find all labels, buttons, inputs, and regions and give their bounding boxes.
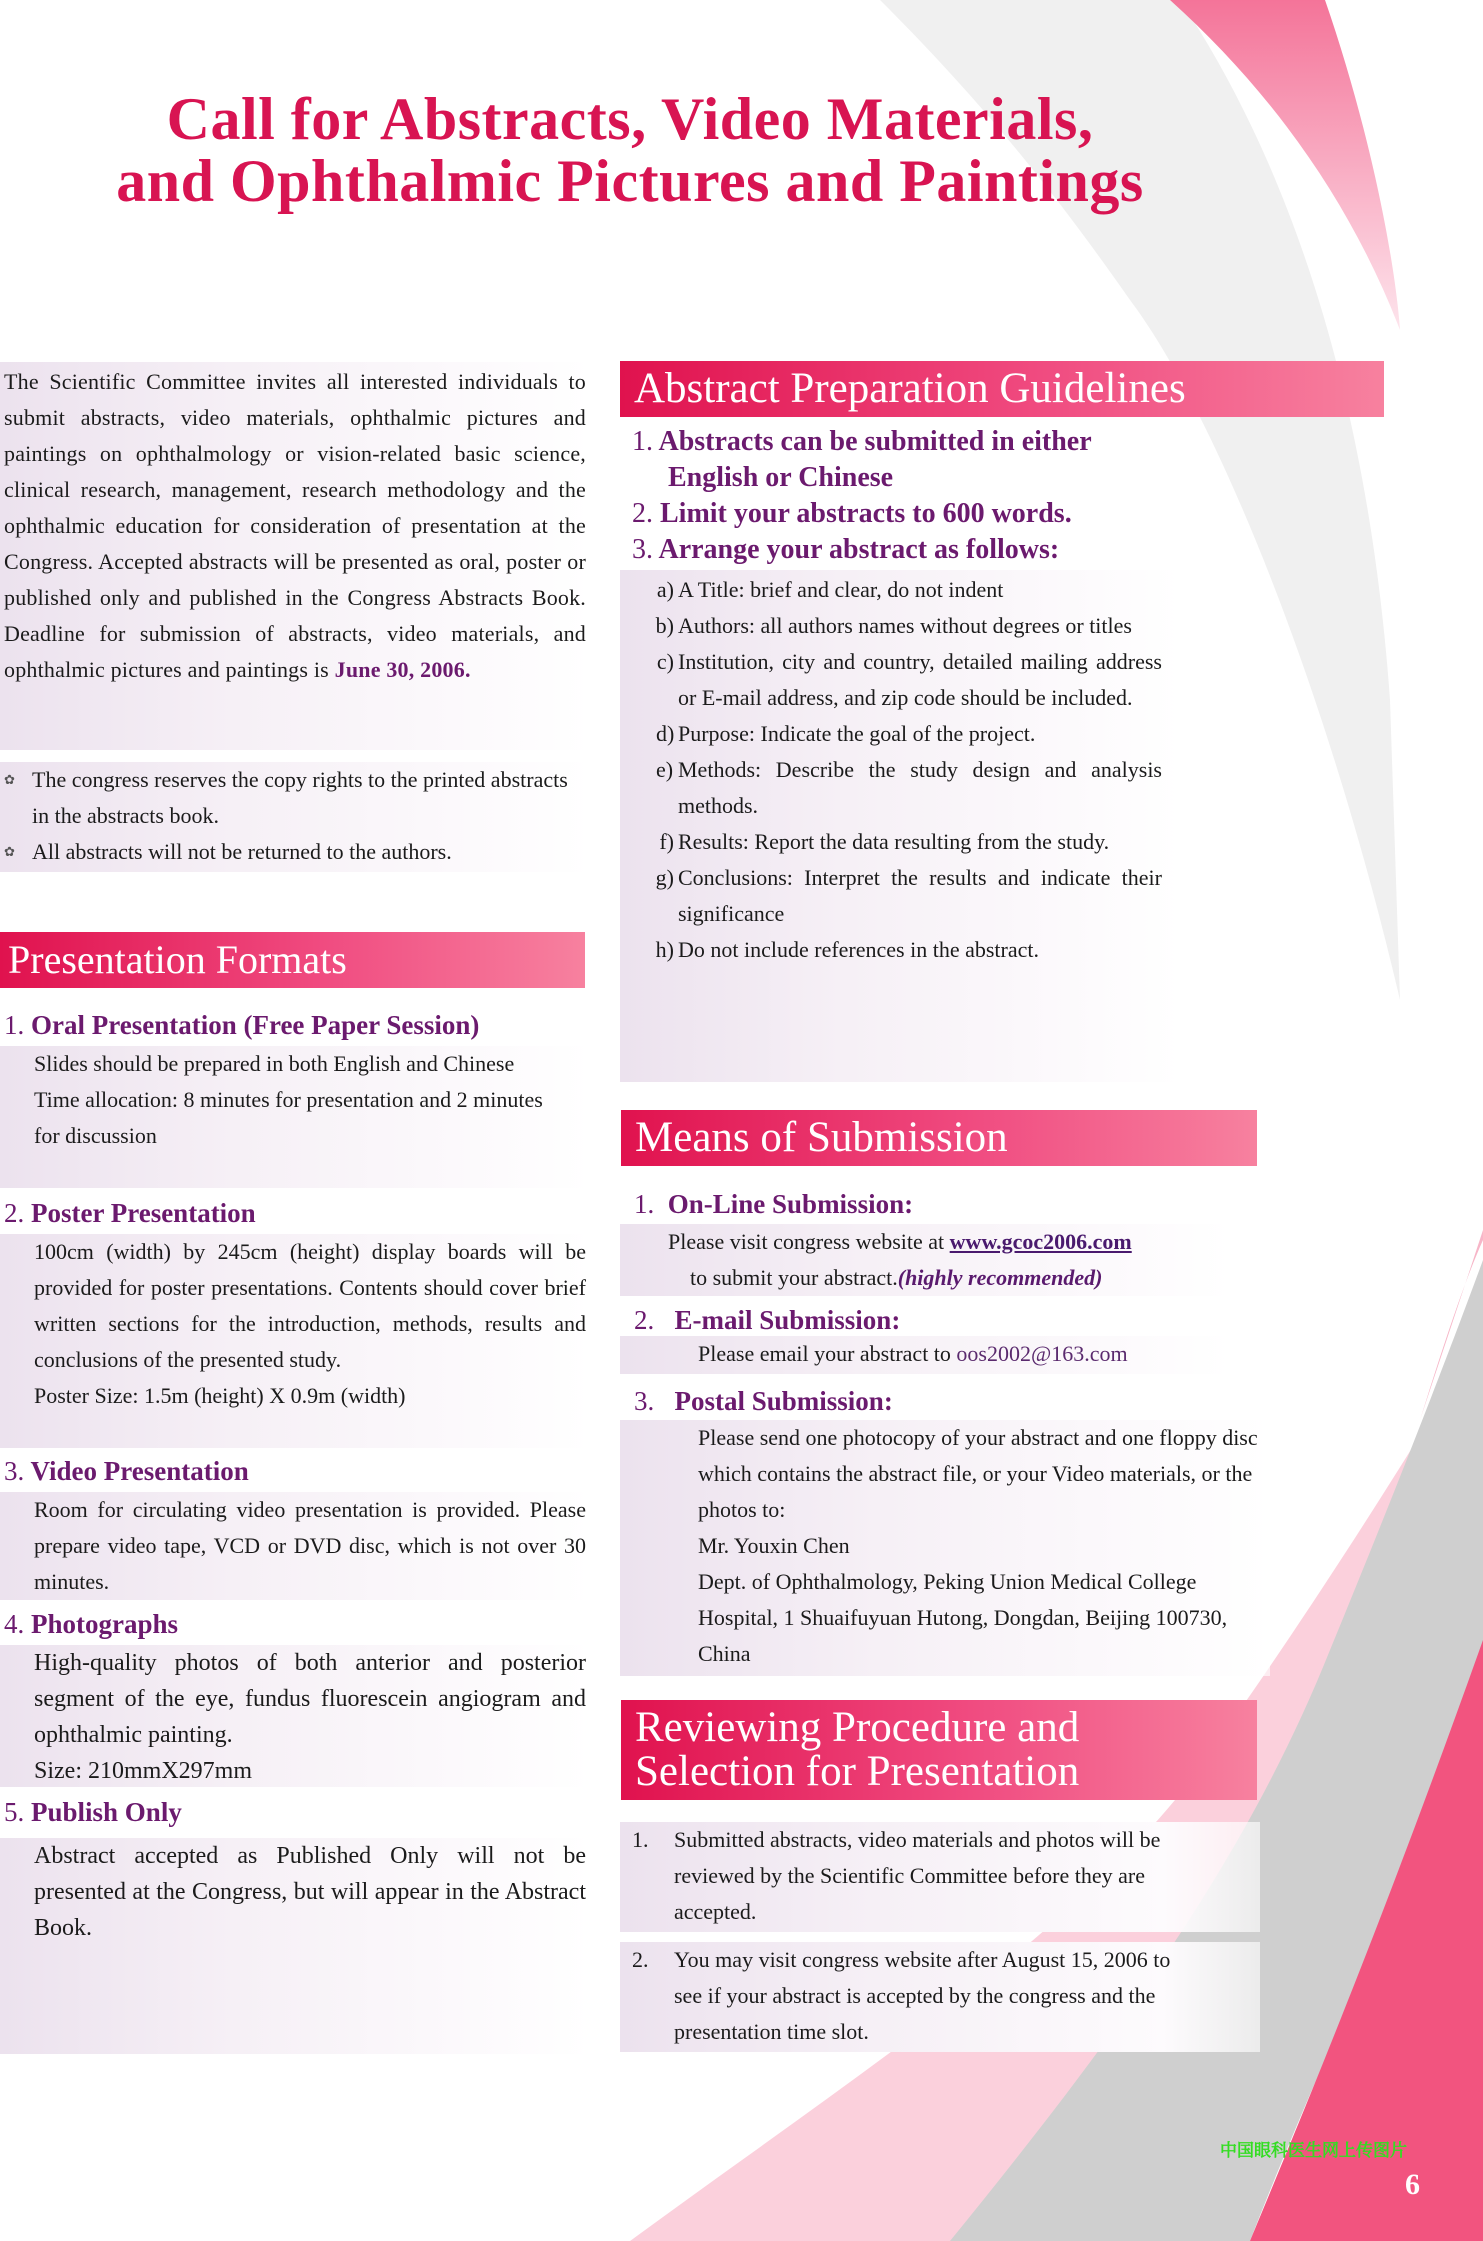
page-number: 6 xyxy=(1405,2168,1420,2201)
guideline-subitems-panel xyxy=(620,570,1180,1082)
guideline-point-2 xyxy=(632,496,1072,532)
review-text: Submitted abstracts, video materials and photos will be reviewed by the Scientific Committee before they are accepted. xyxy=(674,1827,1161,1924)
presentation-formats-heading xyxy=(0,932,585,988)
note-text: The congress reserves the copy rights to the printed abstracts in the abstracts book. xyxy=(32,767,568,828)
item-line: High-quality photos of both anterior and posterior segment of the eye, fundus fluorescein angiogram and ophthalmic painting. xyxy=(34,1650,586,1748)
item-title: E-mail Submission: xyxy=(674,1305,901,1335)
reviewing-heading xyxy=(621,1700,1257,1800)
point-number: 3. xyxy=(632,534,653,565)
heading-text: Selection for Presentation xyxy=(635,1748,1080,1795)
format-item-photographs-body xyxy=(0,1645,590,1787)
subitem-label: c) xyxy=(656,649,674,674)
point-number: 1. xyxy=(632,426,653,457)
review-item xyxy=(632,1942,1250,2050)
format-item-video-title xyxy=(4,1453,249,1489)
submission-heading xyxy=(621,1110,1257,1166)
postal-recipient: Mr. Youxin Chen xyxy=(698,1533,850,1558)
note-text: All abstracts will not be returned to the authors. xyxy=(32,839,452,864)
item-title: Postal Submission: xyxy=(674,1386,893,1416)
format-item-video-body xyxy=(0,1492,590,1600)
review-item-2 xyxy=(620,1942,1260,2052)
subitem-text: Conclusions: Interpret the results and indicate their significance xyxy=(678,865,1162,926)
email-submission-title xyxy=(634,1302,900,1338)
subitem-label: e) xyxy=(656,757,674,782)
page-title xyxy=(0,88,1260,212)
review-number: 2. xyxy=(632,1947,649,1972)
heading-text: Reviewing Procedure and xyxy=(635,1704,1080,1751)
title-line-2: and Ophthalmic Pictures and Paintings xyxy=(116,148,1144,214)
item-title: On-Line Submission: xyxy=(667,1189,914,1219)
guideline-subitem xyxy=(632,824,1162,860)
guideline-subitem xyxy=(632,716,1162,752)
subitem-text: A Title: brief and clear, do not indent xyxy=(678,577,1004,602)
flower-bullet-icon: ✿ xyxy=(4,844,15,859)
email-line xyxy=(698,1336,1230,1372)
point-text: Limit your abstracts to 600 words. xyxy=(660,498,1072,529)
online-text: Please visit congress website at xyxy=(668,1229,950,1254)
online-text: to submit your abstract. xyxy=(690,1265,898,1290)
email-submission-body xyxy=(620,1336,1230,1374)
review-text: You may visit congress website after August 15, 2006 to see if your abstract is accepted by the congress and the presentation time slot. xyxy=(674,1947,1171,2044)
guideline-point-3 xyxy=(632,532,1059,568)
item-number: 2. xyxy=(634,1305,655,1335)
postal-submission-body xyxy=(620,1420,1270,1676)
notes-panel xyxy=(0,762,590,872)
flower-bullet-icon: ✿ xyxy=(4,772,15,787)
subitem-text: Methods: Describe the study design and analysis methods. xyxy=(678,757,1162,818)
guideline-subitem xyxy=(632,644,1162,716)
item-number: 3. xyxy=(634,1386,655,1416)
item-title: Video Presentation xyxy=(30,1456,249,1486)
subitem-text: Results: Report the data resulting from the study. xyxy=(678,829,1110,854)
review-item xyxy=(632,1822,1250,1930)
subitem-text: Do not include references in the abstract. xyxy=(678,937,1040,962)
point-text: English or Chinese xyxy=(668,462,894,493)
postal-submission-title xyxy=(634,1383,893,1419)
online-line-1 xyxy=(668,1224,1230,1260)
item-line: 100cm (width) by 245cm (height) display boards will be provided for poster presentations. Contents should cover brief written sections for the introduction, methods, results and conclusions of the presented study. xyxy=(34,1239,586,1372)
item-number: 1. xyxy=(634,1189,655,1219)
note-item xyxy=(4,834,586,870)
item-line: Room for circulating video presentation is provided. Please prepare video tape, VCD or DVD disc, which is not over 30 minutes. xyxy=(34,1497,586,1594)
item-line: Size: 210mmX297mm xyxy=(34,1758,252,1784)
online-submission-body xyxy=(620,1224,1230,1296)
format-item-oral-body xyxy=(0,1046,590,1188)
item-line: Poster Size: 1.5m (height) X 0.9m (width) xyxy=(34,1383,406,1408)
guideline-subitem xyxy=(632,608,1162,644)
postal-address: Dept. of Ophthalmology, Peking Union Medical College Hospital, 1 Shuaifuyuan Hutong, Dongdan, Beijing 100730, China xyxy=(698,1569,1228,1666)
review-number: 1. xyxy=(632,1827,649,1852)
subitem-text: Authors: all authors names without degrees or titles xyxy=(678,613,1132,638)
item-number: 2. xyxy=(4,1198,25,1228)
guidelines-heading xyxy=(620,361,1384,417)
subitem-label: g) xyxy=(655,865,674,890)
email-text: Please email your abstract to xyxy=(698,1341,957,1366)
item-line: Abstract accepted as Published Only will not be presented at the Congress, but will appear in the Abstract Book. xyxy=(34,1843,586,1941)
subitem-text: Institution, city and country, detailed mailing address or E-mail address, and zip code should be included. xyxy=(678,649,1162,710)
postal-text: Please send one photocopy of your abstract and one floppy disc which contains the abstract file, or your Video materials, or the photos to: xyxy=(698,1425,1258,1522)
item-number: 4. xyxy=(4,1609,25,1639)
item-title: Publish Only xyxy=(31,1797,182,1827)
intro-paragraph xyxy=(4,364,586,688)
item-line: Slides should be prepared in both English and Chinese xyxy=(34,1051,515,1076)
heading-text: Abstract Preparation Guidelines xyxy=(634,365,1186,412)
subitem-label: f) xyxy=(659,829,674,854)
point-text: Abstracts can be submitted in either xyxy=(658,426,1092,457)
item-number: 1. xyxy=(4,1010,25,1040)
title-line-1: Call for Abstracts, Video Materials, xyxy=(166,86,1094,152)
upload-watermark: 中国眼科医生网上传图片 xyxy=(1220,2141,1407,2161)
website-link[interactable]: www.gcoc2006.com xyxy=(949,1229,1132,1254)
review-item-1 xyxy=(620,1822,1260,1932)
subitem-label: b) xyxy=(655,613,674,638)
recommended-note: (highly recommended) xyxy=(897,1265,1103,1290)
guideline-subitem xyxy=(632,860,1162,932)
intro-panel xyxy=(0,362,590,750)
format-item-poster-body xyxy=(0,1234,590,1448)
online-line-2 xyxy=(668,1260,1230,1296)
deadline-date: June 30, 2006. xyxy=(334,657,471,682)
guideline-subitem xyxy=(632,572,1162,608)
format-item-oral-title xyxy=(4,1007,479,1043)
format-item-photographs-title xyxy=(4,1606,178,1642)
item-number: 3. xyxy=(4,1456,25,1486)
guideline-subitem xyxy=(632,752,1162,824)
note-item xyxy=(4,762,586,834)
subitem-text: Purpose: Indicate the goal of the project. xyxy=(678,721,1036,746)
subitem-label: a) xyxy=(656,577,674,602)
point-text: Arrange your abstract as follows: xyxy=(658,534,1060,565)
item-title: Photographs xyxy=(31,1609,179,1639)
subitem-label: h) xyxy=(655,937,674,962)
heading-text: Presentation Formats xyxy=(8,937,347,982)
format-item-poster-title xyxy=(4,1195,256,1231)
guideline-subitem xyxy=(632,932,1162,968)
item-title: Poster Presentation xyxy=(31,1198,256,1228)
intro-text: The Scientific Committee invites all interested individuals to submit abstracts, video materials, ophthalmic pictures and paintings on ophthalmology or vision-related basic science, clinical research, management, research methodology and the ophthalmic education for consideration of presentation at the Congress. Accepted abstracts will be presented as oral, poster or published only and published in the Congress Abstracts Book. Deadline for submission of abstracts, video materials, and ophthalmic pictures and paintings is xyxy=(4,369,586,682)
item-title: Oral Presentation (Free Paper Session) xyxy=(31,1010,480,1040)
email-address-link[interactable]: oos2002@163.com xyxy=(956,1341,1128,1366)
format-item-publish-only-body xyxy=(0,1838,590,2054)
item-line: Time allocation: 8 minutes for presentation and 2 minutes for discussion xyxy=(34,1087,543,1148)
online-submission-title xyxy=(634,1186,913,1222)
heading-text: Means of Submission xyxy=(635,1114,1008,1161)
subitem-label: d) xyxy=(656,721,675,746)
point-number: 2. xyxy=(632,498,653,529)
guideline-point-1 xyxy=(632,424,1092,496)
item-number: 5. xyxy=(4,1797,25,1827)
format-item-publish-only-title xyxy=(4,1794,182,1830)
